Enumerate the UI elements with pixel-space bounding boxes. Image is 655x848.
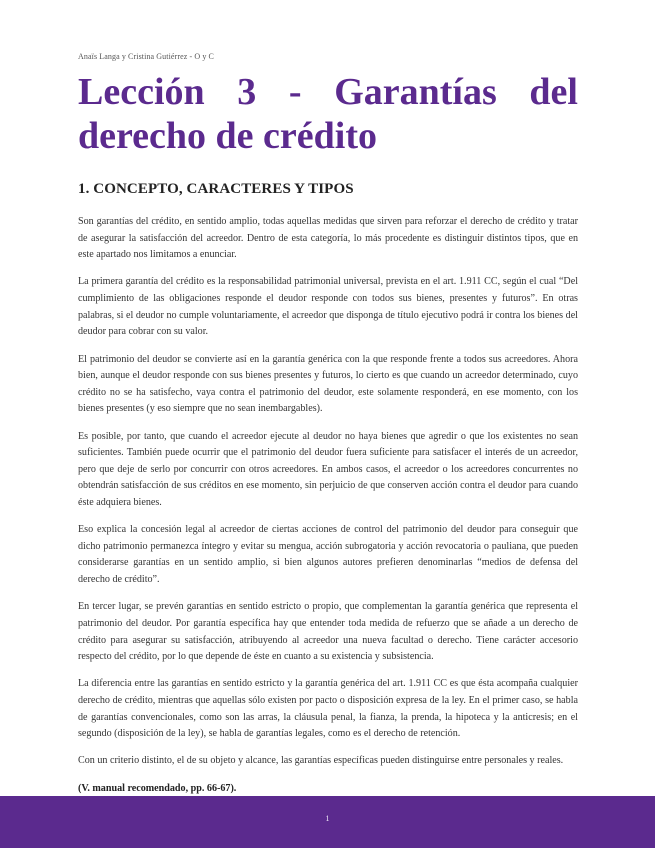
- title-line-2: derecho de crédito: [78, 115, 377, 157]
- title-word: Lección: [78, 71, 205, 113]
- section-heading: 1. CONCEPTO, CARACTERES Y TIPOS: [78, 181, 354, 197]
- paragraph: La primera garantía del crédito es la responsabilidad patrimonial universal, prevista en el art. 1.911 CC, según el cual “Del cumplimiento de las obligaciones responde el deudor responde con todos sus bienes, presentes y futuros”. En otras palabras, si el deudor no cumple voluntariamente, el acreedor que disponga de título ejecutivo podrá ir contra los bienes del deudor para cobrar con su valor.: [78, 276, 578, 338]
- title-word: 3: [237, 71, 257, 113]
- paragraph: La diferencia entre las garantías en sentido estricto y la garantía genérica del art. 1.911 CC es que ésta acompaña cualquier derecho de crédito, mientras que aquellas sólo existen por pacto o disposición expresa de la ley. En el primer caso, se habla de garantías convencionales, como son las arras, la cláusula penal, la fianza, la prenda, la hipoteca y la anticresis; en el segundo (disposición de la ley), se habla de garantías legales, como es el derecho de retención.: [78, 678, 578, 740]
- paragraph: Son garantías del crédito, en sentido amplio, todas aquellas medidas que sirven para reforzar el derecho de crédito y tratar de asegurar la satisfacción del acreedor. Dentro de esta categoría, lo más procedente es distinguir distintos tipos, que en este apartado nos limitamos a enunciar.: [78, 216, 578, 261]
- body-text: [78, 214, 578, 808]
- title-word: -: [288, 71, 302, 113]
- page-title: [78, 70, 578, 158]
- footer-band: [0, 796, 655, 848]
- paragraph: Eso explica la concesión legal al acreedor de ciertas acciones de control del patrimonio del deudor para conseguir que dicho patrimonio permanezca íntegro y evitar su mengua, acción subrogatoria y acción revocatoria o pauliana, que pueden considerarse garantías en un sentido amplio, si bien algunos autores prefieren denominarlas “medios de defensa del derecho de crédito”.: [78, 524, 578, 586]
- header-authors: Anaïs Langa y Cristina Gutiérrez - O y C: [78, 52, 214, 61]
- paragraph: Es posible, por tanto, que cuando el acreedor ejecute al deudor no haya bienes que agredir o que los existentes no sean suficientes. También puede ocurrir que el patrimonio del deudor fuera suficiente para satisfacer el interés de un acreedor, pero que deje de serlo por concurrir con otros acreedores. En ambos casos, el acreedor o los acreedores concurrentes no obtendrán satisfacción de sus créditos en ese momento, sin perjuicio de que conserven acción contra el deudor para cuando éste adquiera bienes.: [78, 430, 578, 508]
- title-word: del: [529, 71, 578, 113]
- page-number: 1: [325, 814, 330, 823]
- title-word: Garantías: [334, 71, 497, 113]
- paragraph: En tercer lugar, se prevén garantías en sentido estricto o propio, que complementan la garantía genérica que representa el patrimonio del deudor. Por garantía específica hay que entender toda medida de refuerzo que se añade a un derecho de crédito para asegurar su satisfacción, atribuyendo al acreedor una nueva facultad o derecho. Tiene carácter accesorio respecto del crédito, por lo que depende de éste en cuanto a su existencia y subsistencia.: [78, 601, 578, 663]
- title-line-1: [78, 70, 578, 114]
- manual-reference: (V. manual recomendado, pp. 66-67).: [78, 782, 237, 794]
- paragraph: Con un criterio distinto, el de su objeto y alcance, las garantías específicas pueden distinguirse entre personales y reales.: [78, 755, 564, 767]
- paragraph: El patrimonio del deudor se convierte así en la garantía genérica con la que responde frente a todos sus acreedores. Ahora bien, aunque el deudor responde con sus bienes presentes y futuros, lo cierto es que cuando un acreedor determinado, cuyo crédito no se ha satisfecho, vaya contra el patrimonio del deudor, este solamente responderá, en ese momento, con los bienes presentes (y eso siempre que no sean inembargables).: [78, 353, 578, 415]
